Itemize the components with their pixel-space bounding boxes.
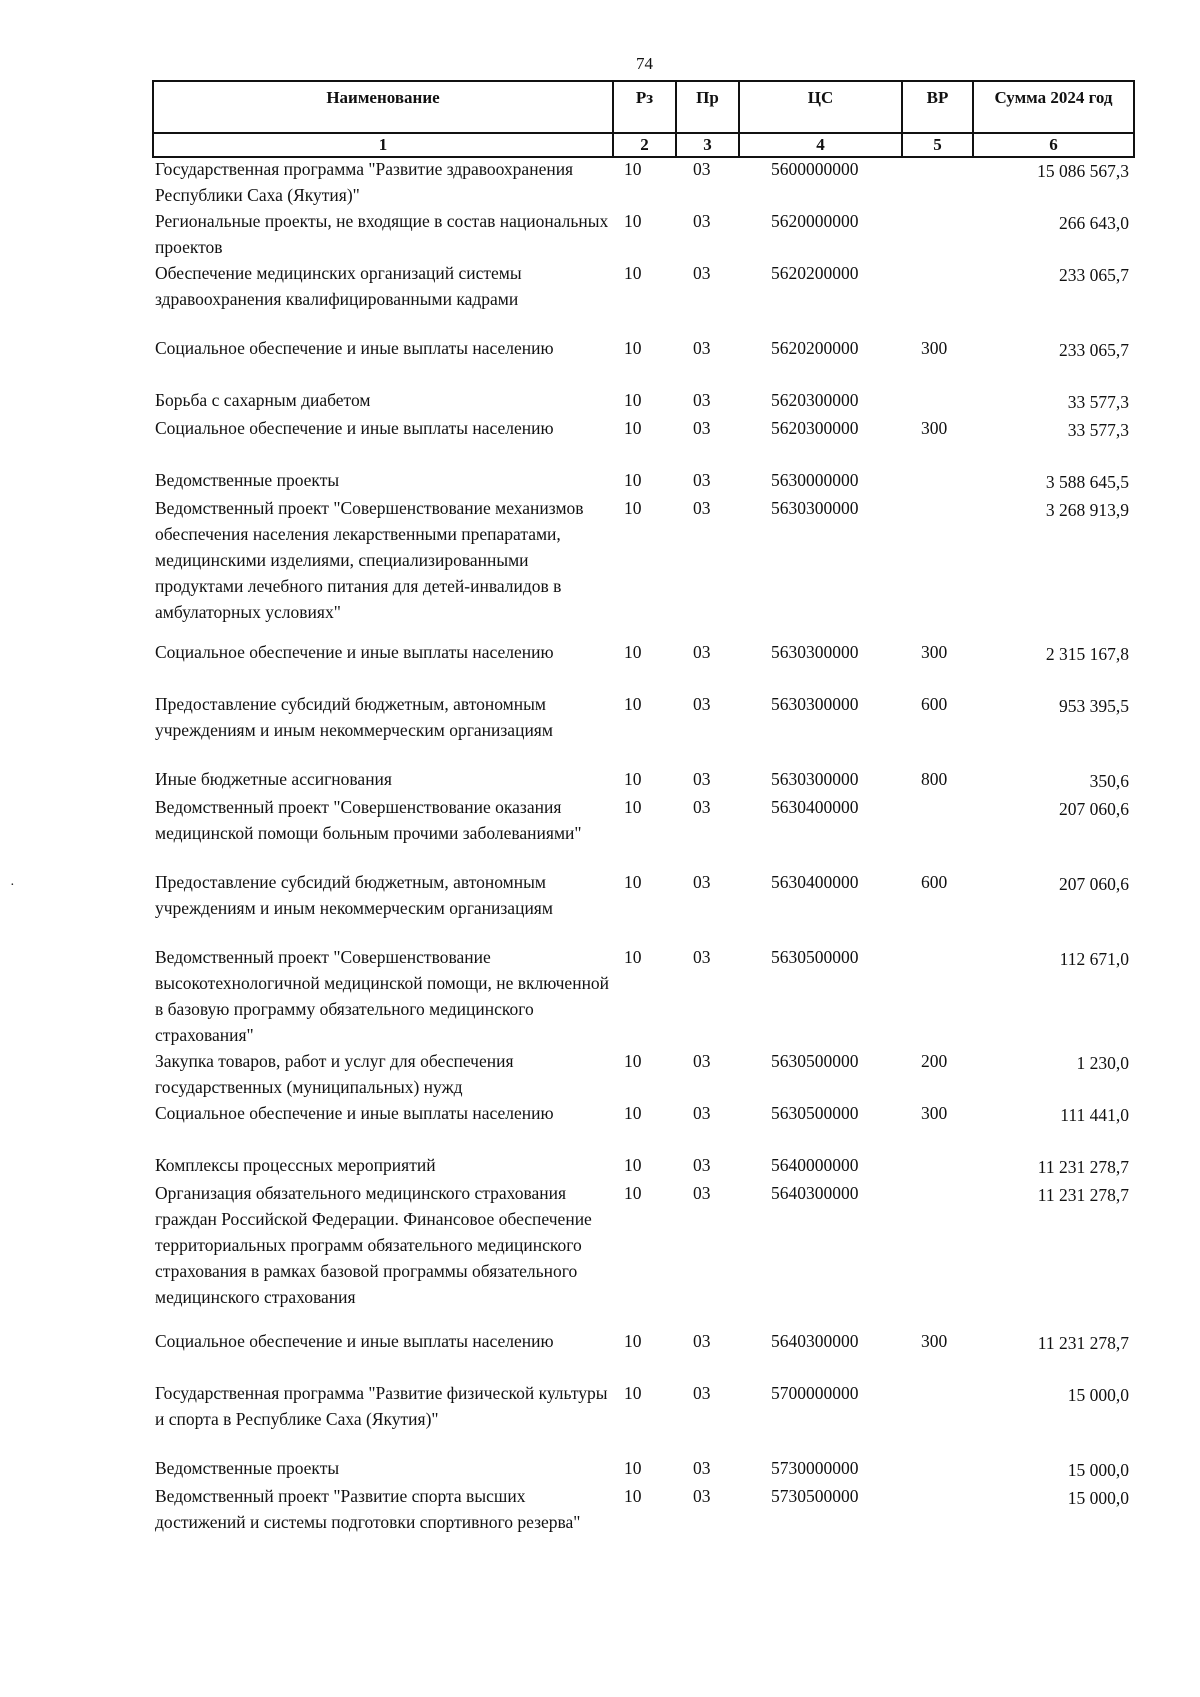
table-row xyxy=(152,766,1133,794)
row-pr: 03 xyxy=(693,159,711,179)
row-cs: 5630300000 xyxy=(771,498,859,518)
row-sum: 207 060,6 xyxy=(1059,874,1129,894)
row-cs: 5630300000 xyxy=(771,694,859,714)
row-vr xyxy=(901,944,972,1048)
header-cs: ЦС xyxy=(739,81,902,133)
row-vr xyxy=(901,794,972,869)
row-rz: 10 xyxy=(624,159,642,179)
row-cs: 5630300000 xyxy=(771,769,859,789)
row-cs: 5630400000 xyxy=(771,797,859,817)
budget-table xyxy=(152,156,1133,1559)
header-name: Наименование xyxy=(153,81,613,133)
row-name: Социальное обеспечение и иные выплаты населению xyxy=(155,418,554,438)
row-rz: 10 xyxy=(624,498,642,518)
row-sum: 3 268 913,9 xyxy=(1045,500,1129,520)
header-num-1: 1 xyxy=(153,133,613,157)
row-pr: 03 xyxy=(693,418,711,438)
table-row xyxy=(152,335,1133,387)
row-pr: 03 xyxy=(693,642,711,662)
row-cs: 5620300000 xyxy=(771,418,859,438)
row-sum: 15 000,0 xyxy=(1067,1488,1129,1508)
row-sum: 15 086 567,3 xyxy=(1037,161,1129,181)
table-row xyxy=(152,208,1133,260)
table-row xyxy=(152,1483,1133,1559)
row-vr: 300 xyxy=(921,642,948,662)
row-sum: 15 000,0 xyxy=(1067,1385,1129,1405)
header-num-4: 4 xyxy=(739,133,902,157)
row-name: Социальное обеспечение и иные выплаты населению xyxy=(155,1103,554,1123)
table-header xyxy=(152,80,1135,158)
row-rz: 10 xyxy=(624,263,642,283)
row-name: Региональные проекты, не входящие в состав национальных проектов xyxy=(155,211,609,257)
row-pr: 03 xyxy=(693,1383,711,1403)
row-sum: 207 060,6 xyxy=(1059,799,1129,819)
row-cs: 5640300000 xyxy=(771,1183,859,1203)
row-rz: 10 xyxy=(624,1103,642,1123)
row-vr xyxy=(901,1455,972,1483)
row-vr: 600 xyxy=(921,694,948,714)
row-cs: 5620300000 xyxy=(771,390,859,410)
row-cs: 5640000000 xyxy=(771,1155,859,1175)
row-name: Предоставление субсидий бюджетным, автономным учреждениям и иным некоммерческим организациям xyxy=(155,694,553,740)
row-name: Предоставление субсидий бюджетным, автономным учреждениям и иным некоммерческим организациям xyxy=(155,872,553,918)
row-sum: 2 315 167,8 xyxy=(1045,644,1129,664)
row-name: Закупка товаров, работ и услуг для обеспечения государственных (муниципальных) нужд xyxy=(155,1051,514,1097)
table-row xyxy=(152,1455,1133,1483)
row-rz: 10 xyxy=(624,1155,642,1175)
row-cs: 5630000000 xyxy=(771,470,859,490)
row-sum: 15 000,0 xyxy=(1067,1460,1129,1480)
row-cs: 5630500000 xyxy=(771,1103,859,1123)
page-number: 74 xyxy=(636,54,653,73)
table-row xyxy=(152,1048,1133,1100)
row-cs: 5630300000 xyxy=(771,642,859,662)
table-row xyxy=(152,869,1133,944)
row-sum: 112 671,0 xyxy=(1059,949,1129,969)
row-sum: 1 230,0 xyxy=(1076,1053,1129,1073)
row-cs: 5730500000 xyxy=(771,1486,859,1506)
row-name: Социальное обеспечение и иные выплаты населению xyxy=(155,642,554,662)
row-cs: 5730000000 xyxy=(771,1458,859,1478)
header-num-2: 2 xyxy=(613,133,676,157)
row-pr: 03 xyxy=(693,694,711,714)
row-sum: 11 231 278,7 xyxy=(1037,1185,1129,1205)
table-row xyxy=(152,1100,1133,1152)
row-pr: 03 xyxy=(693,211,711,231)
row-pr: 03 xyxy=(693,1183,711,1203)
row-name: Комплексы процессных мероприятий xyxy=(155,1155,436,1175)
row-vr: 300 xyxy=(921,1103,948,1123)
row-name: Ведомственные проекты xyxy=(155,470,340,490)
row-cs: 5620200000 xyxy=(771,338,859,358)
table-row xyxy=(152,1380,1133,1455)
row-rz: 10 xyxy=(624,947,642,967)
row-rz: 10 xyxy=(624,797,642,817)
row-pr: 03 xyxy=(693,1051,711,1071)
row-sum: 111 441,0 xyxy=(1060,1105,1129,1125)
row-pr: 03 xyxy=(693,1331,711,1351)
table-row xyxy=(152,944,1133,1048)
row-rz: 10 xyxy=(624,211,642,231)
row-name: Ведомственные проекты xyxy=(155,1458,340,1478)
row-sum: 953 395,5 xyxy=(1059,696,1129,716)
row-cs: 5630500000 xyxy=(771,1051,859,1071)
table-row xyxy=(152,794,1133,869)
table-row xyxy=(152,387,1133,415)
row-rz: 10 xyxy=(624,642,642,662)
header-vr: ВР xyxy=(902,81,973,133)
row-name: Ведомственный проект "Совершенствование высокотехнологичной медицинской помощи, не включенной в базовую программу обязательного медицинского страхования" xyxy=(155,947,610,1045)
row-vr: 600 xyxy=(921,872,948,892)
row-sum: 266 643,0 xyxy=(1059,213,1129,233)
row-sum: 3 588 645,5 xyxy=(1045,472,1129,492)
row-pr: 03 xyxy=(693,470,711,490)
row-vr: 300 xyxy=(921,1331,948,1351)
row-cs: 5620000000 xyxy=(771,211,859,231)
row-cs: 5630500000 xyxy=(771,947,859,967)
row-sum: 33 577,3 xyxy=(1067,392,1129,412)
row-rz: 10 xyxy=(624,470,642,490)
header-num-3: 3 xyxy=(676,133,739,157)
row-name: Обеспечение медицинских организаций системы здравоохранения квалифицированными кадрами xyxy=(155,263,522,309)
row-name: Иные бюджетные ассигнования xyxy=(155,769,392,789)
table-row xyxy=(152,1180,1133,1328)
row-rz: 10 xyxy=(624,694,642,714)
row-sum: 233 065,7 xyxy=(1059,340,1129,360)
row-pr: 03 xyxy=(693,498,711,518)
row-pr: 03 xyxy=(693,797,711,817)
table-row xyxy=(152,156,1133,208)
row-name: Ведомственный проект "Совершенствование механизмов обеспечения населения лекарственными препаратами, медицинскими изделиями, специализированными продуктами лечебного питания для детей-инвалидов в амбулаторных условиях" xyxy=(155,498,584,622)
row-pr: 03 xyxy=(693,263,711,283)
row-vr xyxy=(901,1180,972,1328)
header-sum: Сумма 2024 год xyxy=(973,81,1134,133)
table-row xyxy=(152,495,1133,639)
row-vr: 800 xyxy=(921,769,948,789)
row-vr xyxy=(901,495,972,639)
row-sum: 233 065,7 xyxy=(1059,265,1129,285)
row-name: Ведомственный проект "Развитие спорта высших достижений и системы подготовки спортивного резерва" xyxy=(155,1486,581,1532)
row-name: Организация обязательного медицинского страхования граждан Российской Федерации. Финансовое обеспечение территориальных программ обязательного медицинского страхования в рамках базовой программы обязательного медицинского страхования xyxy=(155,1183,592,1307)
row-vr xyxy=(901,1152,972,1180)
row-vr xyxy=(901,156,972,208)
row-rz: 10 xyxy=(624,1383,642,1403)
row-vr: 300 xyxy=(921,418,948,438)
row-sum: 33 577,3 xyxy=(1067,420,1129,440)
table-row xyxy=(152,1328,1133,1380)
table-row xyxy=(152,1152,1133,1180)
row-rz: 10 xyxy=(624,1486,642,1506)
row-rz: 10 xyxy=(624,1458,642,1478)
row-pr: 03 xyxy=(693,1155,711,1175)
row-rz: 10 xyxy=(624,418,642,438)
row-vr xyxy=(901,467,972,495)
row-name: Социальное обеспечение и иные выплаты населению xyxy=(155,338,554,358)
row-rz: 10 xyxy=(624,390,642,410)
row-name: Государственная программа "Развитие здравоохранения Республики Саха (Якутия)" xyxy=(155,159,574,205)
row-pr: 03 xyxy=(693,947,711,967)
row-rz: 10 xyxy=(624,1331,642,1351)
row-cs: 5640300000 xyxy=(771,1331,859,1351)
row-pr: 03 xyxy=(693,769,711,789)
row-vr xyxy=(901,260,972,335)
row-sum: 11 231 278,7 xyxy=(1037,1157,1129,1177)
row-rz: 10 xyxy=(624,872,642,892)
table-row xyxy=(152,415,1133,467)
table-row xyxy=(152,691,1133,766)
table-row xyxy=(152,260,1133,335)
row-rz: 10 xyxy=(624,338,642,358)
row-vr xyxy=(901,387,972,415)
header-rz: Рз xyxy=(613,81,676,133)
header-num-5: 5 xyxy=(902,133,973,157)
row-cs: 5620200000 xyxy=(771,263,859,283)
row-rz: 10 xyxy=(624,1183,642,1203)
row-rz: 10 xyxy=(624,1051,642,1071)
table-row xyxy=(152,639,1133,691)
row-pr: 03 xyxy=(693,1103,711,1123)
row-cs: 5600000000 xyxy=(771,159,859,179)
row-vr xyxy=(901,1380,972,1455)
row-cs: 5630400000 xyxy=(771,872,859,892)
row-name: Социальное обеспечение и иные выплаты населению xyxy=(155,1331,554,1351)
row-vr xyxy=(901,1483,972,1559)
scan-artifact-dot: · xyxy=(10,878,15,893)
row-pr: 03 xyxy=(693,1486,711,1506)
row-vr: 300 xyxy=(921,338,948,358)
row-name: Борьба с сахарным диабетом xyxy=(155,390,371,410)
table-row xyxy=(152,467,1133,495)
row-vr xyxy=(901,208,972,260)
row-pr: 03 xyxy=(693,338,711,358)
row-pr: 03 xyxy=(693,390,711,410)
row-name: Ведомственный проект "Совершенствование оказания медицинской помощи больным прочими заболеваниями" xyxy=(155,797,582,843)
row-cs: 5700000000 xyxy=(771,1383,859,1403)
header-num-6: 6 xyxy=(973,133,1134,157)
row-sum: 11 231 278,7 xyxy=(1037,1333,1129,1353)
row-pr: 03 xyxy=(693,872,711,892)
row-sum: 350,6 xyxy=(1089,771,1129,791)
row-name: Государственная программа "Развитие физической культуры и спорта в Республике Саха (Якутия)" xyxy=(155,1383,608,1429)
header-pr: Пр xyxy=(676,81,739,133)
row-pr: 03 xyxy=(693,1458,711,1478)
row-vr: 200 xyxy=(921,1051,948,1071)
row-rz: 10 xyxy=(624,769,642,789)
